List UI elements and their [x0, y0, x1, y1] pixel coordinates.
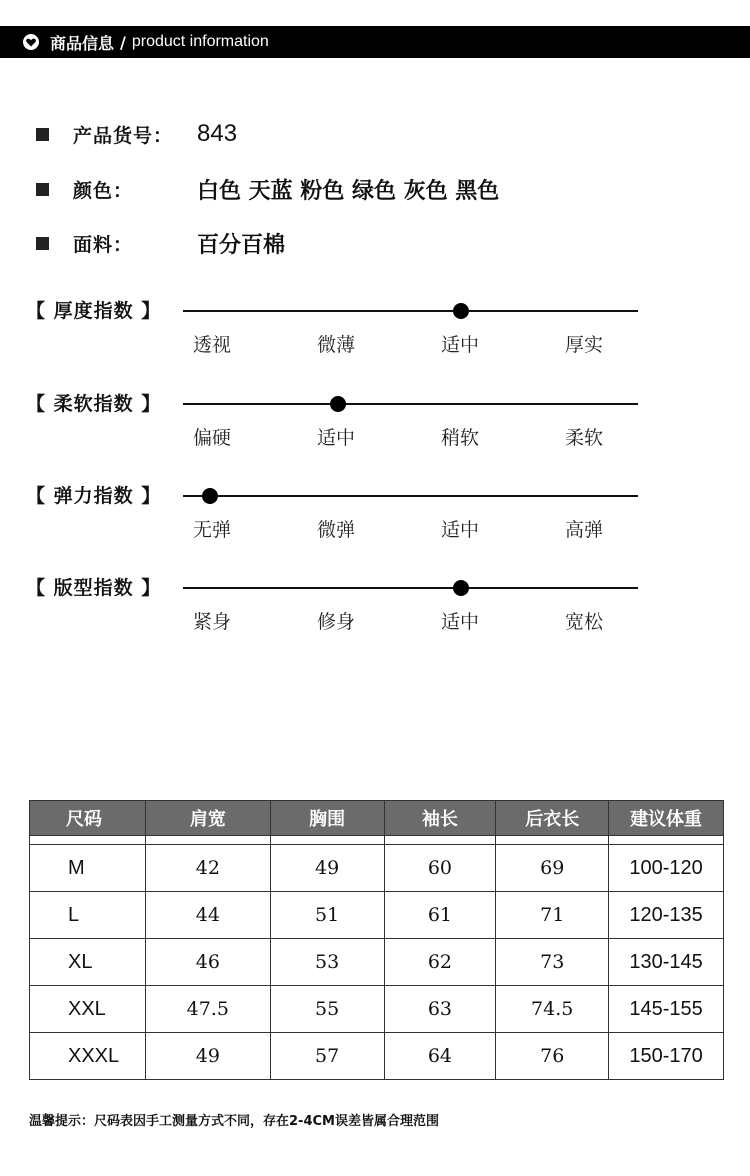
index-option: 紧身: [193, 611, 232, 633]
table-row: [30, 986, 724, 1033]
table-cell: 51: [270, 892, 384, 939]
table-cell: 44: [145, 892, 270, 939]
index-marker: [453, 580, 469, 596]
index-option: 无弹: [193, 519, 232, 541]
info-label: 面料：: [73, 234, 134, 256]
index-marker: [453, 303, 469, 319]
table-cell: 71: [496, 892, 609, 939]
table-cell-weight: 145-155: [609, 986, 724, 1033]
table-header-cell: 尺码: [30, 801, 146, 836]
size-table: [29, 800, 724, 1080]
index-marker: [330, 396, 346, 412]
index-option: 透视: [193, 334, 232, 356]
index-scale-line: [183, 310, 638, 312]
info-value: 白色 天蓝 粉色 绿色 灰色 黑色: [197, 179, 500, 204]
index-label: 【 弹力指数 】: [26, 485, 162, 507]
index-label: 【 柔软指数 】: [26, 393, 162, 415]
table-cell: 46: [145, 939, 270, 986]
table-row: [30, 1033, 724, 1080]
table-cell-size: L: [30, 892, 146, 939]
index-label: 【 版型指数 】: [26, 577, 162, 599]
index-option: 偏硬: [193, 427, 232, 449]
header-separator: /: [120, 32, 126, 52]
table-cell: 69: [496, 845, 609, 892]
index-option: 适中: [441, 519, 480, 541]
info-value: 百分百棉: [197, 233, 286, 258]
table-header-cell: 袖长: [384, 801, 496, 836]
index-option: 适中: [317, 427, 356, 449]
index-option: 微薄: [317, 334, 356, 356]
table-cell-size: M: [30, 845, 146, 892]
table-cell: 42: [145, 845, 270, 892]
size-tip-note: 温馨提示：尺码表因手工测量方式不同，存在2-4CM误差皆属合理范围: [29, 1114, 439, 1129]
table-cell: 55: [270, 986, 384, 1033]
table-header-cell: 肩宽: [145, 801, 270, 836]
index-scale-line: [183, 403, 638, 405]
table-header-cell: 胸围: [270, 801, 384, 836]
bullet-square-icon: [36, 237, 49, 250]
table-cell-weight: 150-170: [609, 1033, 724, 1080]
index-softness: [0, 389, 750, 459]
index-option: 高弹: [565, 519, 604, 541]
info-row-fabric: [36, 228, 285, 259]
info-row-item-number: [36, 120, 237, 148]
table-cell-weight: 130-145: [609, 939, 724, 986]
index-thickness: [0, 296, 750, 366]
table-cell: 74.5: [496, 986, 609, 1033]
index-option: 适中: [441, 334, 480, 356]
table-cell: 47.5: [145, 986, 270, 1033]
table-cell-size: XXL: [30, 986, 146, 1033]
bullet-square-icon: [36, 183, 49, 196]
table-cell: 60: [384, 845, 496, 892]
header-title-en: product information: [131, 33, 269, 50]
table-row: [30, 892, 724, 939]
table-cell-size: XL: [30, 939, 146, 986]
table-cell-weight: 120-135: [609, 892, 724, 939]
table-cell: 63: [384, 986, 496, 1033]
table-header-row: [30, 801, 724, 836]
index-scale-line: [183, 495, 638, 497]
info-label: 产品货号：: [73, 124, 174, 147]
table-row: [30, 845, 724, 892]
table-cell: 62: [384, 939, 496, 986]
table-cell: 53: [270, 939, 384, 986]
header-title-cn: 商品信息: [50, 33, 115, 53]
table-cell-weight: 100-120: [609, 845, 724, 892]
index-marker: [202, 488, 218, 504]
table-cell: 49: [270, 845, 384, 892]
info-row-colors: [36, 174, 499, 205]
info-value: 843: [197, 120, 238, 147]
info-label: 颜色：: [73, 180, 134, 202]
table-cell-size: XXXL: [30, 1033, 146, 1080]
index-option: 适中: [441, 611, 480, 633]
index-elasticity: [0, 481, 750, 551]
bullet-square-icon: [36, 128, 49, 141]
index-option: 宽松: [565, 611, 604, 633]
index-option: 柔软: [565, 427, 604, 449]
table-header-cell: 后衣长: [496, 801, 609, 836]
table-header-cell: 建议体重: [609, 801, 724, 836]
index-label: 【 厚度指数 】: [26, 300, 162, 322]
index-fit: [0, 573, 750, 643]
index-scale-line: [183, 587, 638, 589]
table-spacer-row: [30, 836, 724, 845]
table-cell: 64: [384, 1033, 496, 1080]
index-option: 微弹: [317, 519, 356, 541]
index-option: 修身: [317, 611, 356, 633]
table-cell: 73: [496, 939, 609, 986]
heart-icon: [22, 33, 40, 51]
index-option: 厚实: [565, 334, 604, 356]
table-cell: 61: [384, 892, 496, 939]
table-cell: 49: [145, 1033, 270, 1080]
section-header: [0, 26, 750, 58]
table-cell: 76: [496, 1033, 609, 1080]
index-option: 稍软: [441, 427, 480, 449]
table-row: [30, 939, 724, 986]
table-cell: 57: [270, 1033, 384, 1080]
